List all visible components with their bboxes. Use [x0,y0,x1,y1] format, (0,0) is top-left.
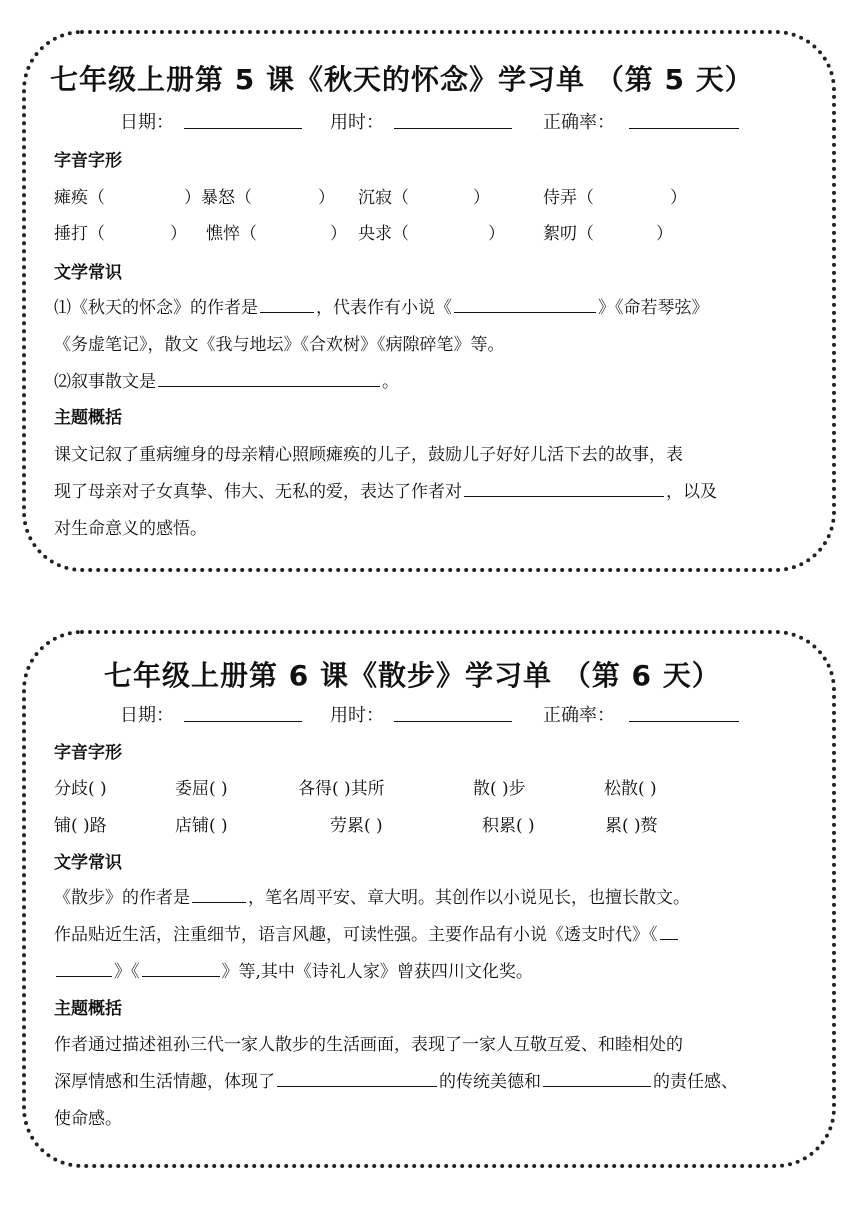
card1-novel-blank[interactable] [454,296,596,313]
card1-date-label: 日期： [120,112,174,133]
card1-pron-item: ） [330,224,347,244]
card1-pron-item: ）暴怒（ [184,188,252,208]
card2-pron-item: 铺( )路 [54,816,107,836]
card1-pron-item: ） [488,224,505,244]
card1-time-field[interactable] [394,108,512,129]
card2-theme-line2: 深厚情感和生活情趣，体现了 的传统美德和 的责任感、 [54,1072,738,1092]
card2-pron-item: 各得( )其所 [298,779,385,799]
card1-theme-line3: 对生命意义的感悟。 [54,519,207,539]
card1-section-pronunciation: 字音字形 [54,151,122,171]
card1-accuracy-label: 正确率： [543,112,615,133]
card1-lit-line3: ⑵叙事散文是 。 [54,372,399,392]
card2-pron-item: 松散( ) [604,779,657,799]
card1-pron-item: ） [318,188,335,208]
card1-theme-blank[interactable] [464,480,664,497]
card2-lit-line2: 作品贴近生活，注重细节，语言风趣，可读性强。主要作品有小说《透支时代》《 [54,920,680,945]
card1-pron-item: 絮叨（ [543,224,594,244]
card2-section-literature: 文学常识 [54,853,122,873]
card1-author-blank[interactable] [260,296,314,313]
card2-date-label: 日期： [120,705,174,726]
card2-accuracy-field[interactable] [629,701,739,722]
card1-date-field[interactable] [184,108,302,129]
card1-pron-item: 侍弄（ [543,188,594,208]
card1-pron-item: 捶打（ [54,224,105,244]
card2-pron-item: 店铺( ) [175,816,228,836]
card2-pron-item: 积累( ) [482,816,535,836]
card1-theme-line2: 现了母亲对子女真挚、伟大、无私的爱，表达了作者对 ，以及 [54,482,717,502]
card2-title: 七年级上册第 6 课《散步》学习单 （第 6 天） [104,659,721,692]
card1-theme-line1: 课文记叙了重病缠身的母亲精心照顾瘫痪的儿子，鼓励儿子好好儿活下去的故事，表 [54,445,683,465]
card2-virtue-blank[interactable] [277,1070,437,1087]
card2-theme-line1: 作者通过描述祖孙三代一家人散步的生活画面，表现了一家人互敬互爱、和睦相处的 [54,1035,683,1055]
card1-accuracy-field[interactable] [629,108,739,129]
card1-pron-item: ） [656,224,673,244]
card2-responsibility-blank[interactable] [543,1070,651,1087]
card1-lit-line1: ⑴《秋天的怀念》的作者是 ，代表作有小说《 》《命若琴弦》 [54,298,709,318]
card1-section-theme: 主题概括 [54,408,122,428]
card1-narrative-blank[interactable] [158,370,380,387]
card2-pron-item: 委屈( ) [175,779,228,799]
card1-pron-item: 央求（ [358,224,409,244]
card2-author-blank[interactable] [192,886,246,903]
card1-pron-item: ） [473,188,490,208]
card1-time-label: 用时： [330,112,384,133]
card2-work2-blank[interactable] [142,960,220,977]
card2-work1-blank-start[interactable] [660,923,678,940]
card2-section-pronunciation: 字音字形 [54,743,122,763]
card1-lit-line2: 《务虚笔记》，散文《我与地坛》《合欢树》《病隙碎笔》等。 [54,335,505,355]
card2-pron-item: 散( )步 [473,779,526,799]
card2-pron-item: 劳累( ) [330,816,383,836]
card2-pron-item: 累( )赘 [605,816,658,836]
card1-pron-item: 憔悴（ [206,224,257,244]
card2-date-field[interactable] [184,701,302,722]
card2-theme-line3: 使命感。 [54,1109,122,1129]
card1-section-literature: 文学常识 [54,263,122,283]
card1-pron-item: 瘫痪（ [54,188,105,208]
card2-time-label: 用时： [330,705,384,726]
card2-lit-line1: 《散步》的作者是 ，笔名周平安、章大明。其创作以小说见长，也擅长散文。 [54,888,690,908]
card2-lit-line3: 》《 》等,其中《诗礼人家》曾获四川文化奖。 [54,957,533,982]
card1-pron-item: ） [170,224,187,244]
card1-pron-item: ） [670,188,687,208]
card1-pron-item: 沉寂（ [358,188,409,208]
card2-work1-blank-end[interactable] [56,960,112,977]
card1-title: 七年级上册第 5 课《秋天的怀念》学习单 （第 5 天） [50,63,754,96]
card2-time-field[interactable] [394,701,512,722]
card2-accuracy-label: 正确率： [543,705,615,726]
card2-pron-item: 分歧( ) [54,779,107,799]
card2-section-theme: 主题概括 [54,999,122,1019]
